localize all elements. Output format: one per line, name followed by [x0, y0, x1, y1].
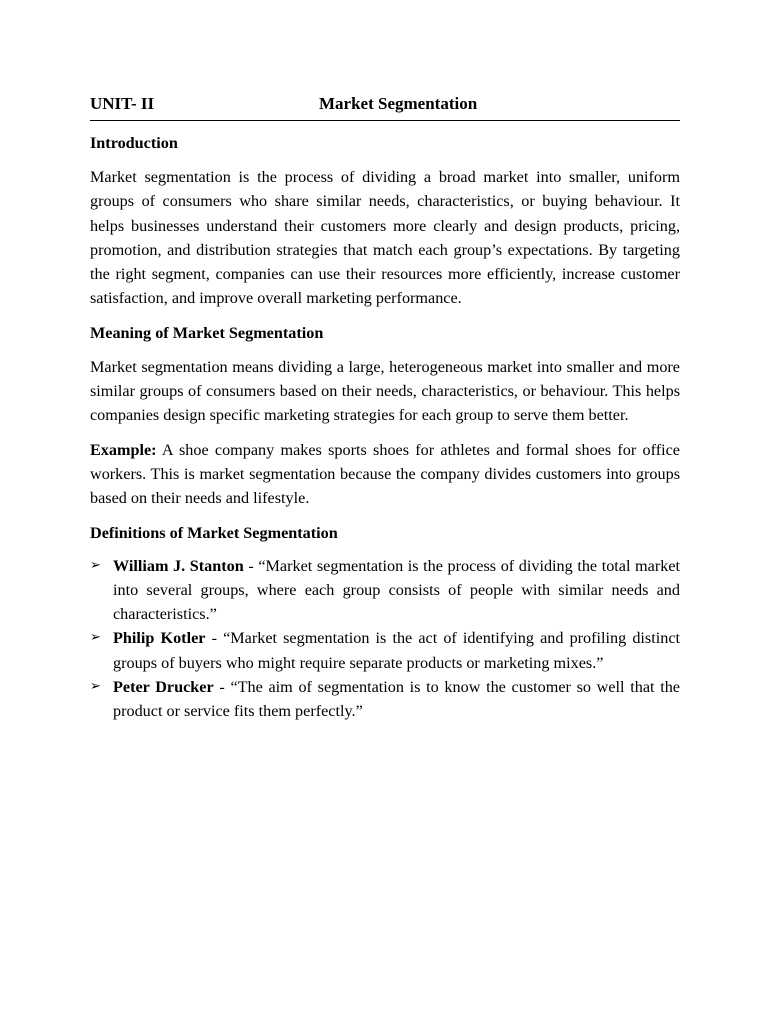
- definition-author: Peter Drucker: [113, 678, 214, 697]
- page-header: [90, 94, 680, 121]
- arrow-bullet-icon: ➢: [90, 557, 101, 573]
- introduction-paragraph: Market segmentation is the process of dividing a broad market into smaller, uniform groups of consumers who share similar needs, characteristics, or buying behaviour. It helps businesses understand their customers more clearly and design products, pricing, promotion, and distribution strategies that match each group’s expectations. By targeting the right segment, companies can use their resources more efficiently, increase customer satisfaction, and improve overall marketing performance.: [90, 168, 680, 308]
- definition-item: [90, 675, 680, 724]
- definition-item: [90, 626, 680, 675]
- example-paragraph: [90, 438, 680, 511]
- definitions-list: [90, 554, 680, 724]
- example-text: A shoe company makes sports shoes for athletes and formal shoes for office workers. This is market segmentation because the company divides customers into groups based on their needs and lifestyle.: [90, 440, 680, 508]
- definition-author: William J. Stanton: [113, 556, 244, 575]
- arrow-bullet-icon: ➢: [90, 679, 101, 695]
- document-page: [90, 94, 680, 724]
- definition-item: [90, 554, 680, 627]
- definitions-heading: Definitions of Market Segmentation: [90, 523, 338, 542]
- definition-author: Philip Kotler: [113, 629, 206, 648]
- meaning-paragraph: Market segmentation means dividing a large, heterogeneous market into smaller and more similar groups of consumers based on their needs, characteristics, or behaviour. This helps companies design specific marketing strategies for each group to serve them better.: [90, 357, 680, 425]
- meaning-heading: Meaning of Market Segmentation: [90, 323, 324, 342]
- unit-label: UNIT- II: [90, 94, 155, 113]
- definition-text: - “Market segmentation is the process of dividing the total market into several groups, where each group consists of people with similar needs and characteristics.”: [113, 556, 680, 624]
- page-title: Market Segmentation: [319, 94, 478, 113]
- example-label: Example:: [90, 440, 157, 459]
- arrow-bullet-icon: ➢: [90, 630, 101, 646]
- definition-text: - “Market segmentation is the act of identifying and profiling distinct groups of buyers who might require separate products or marketing mixes.”: [113, 629, 680, 672]
- introduction-heading: Introduction: [90, 134, 178, 152]
- definition-text: - “The aim of segmentation is to know the customer so well that the product or service fits them perfectly.”: [113, 678, 680, 721]
